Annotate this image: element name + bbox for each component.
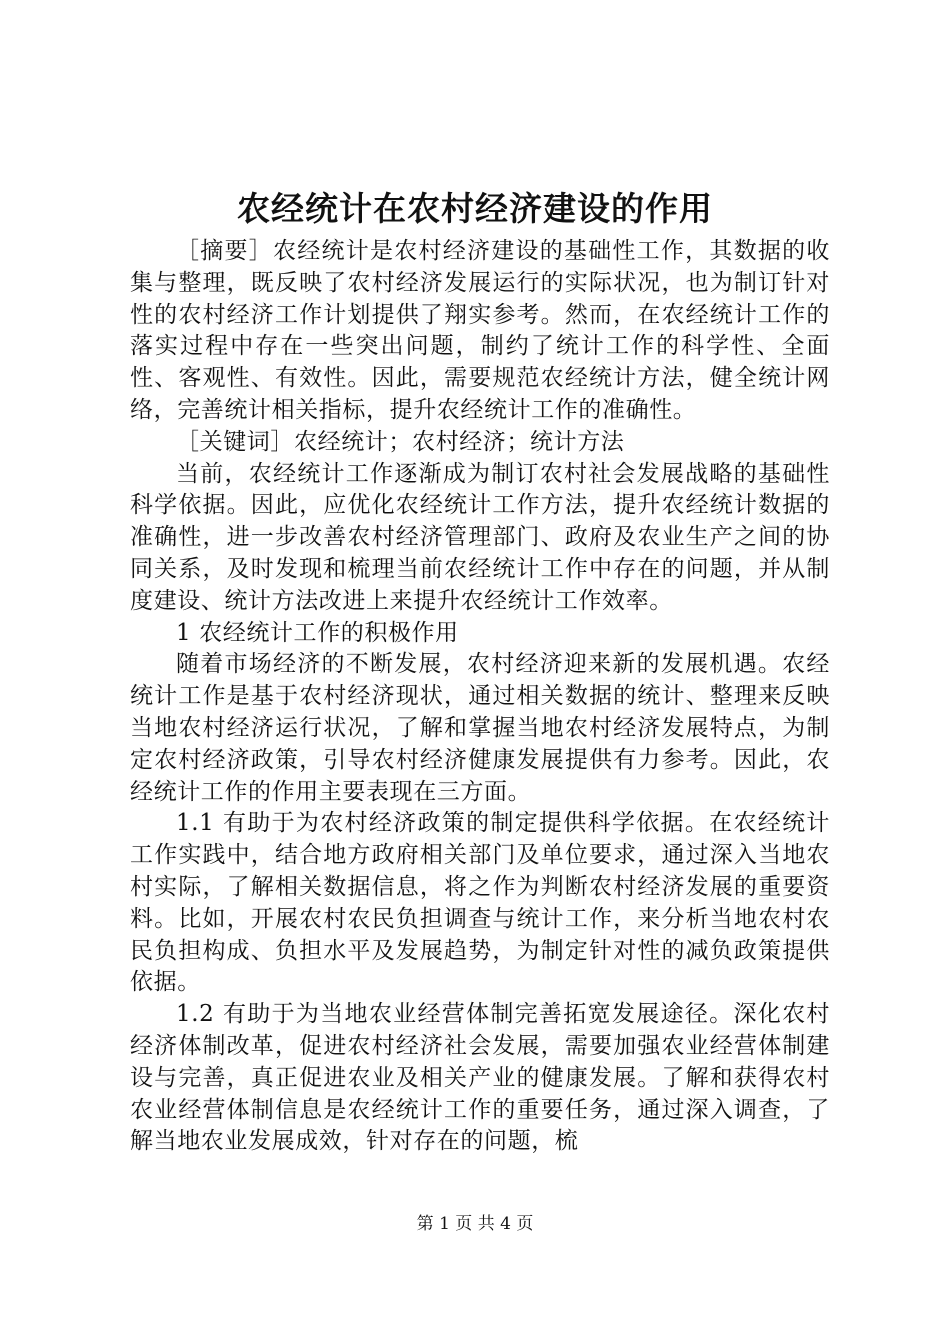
keywords-paragraph: ［关键词］农经统计；农村经济；统计方法 — [176, 428, 625, 455]
document-body — [130, 236, 830, 1158]
subsection-paragraph-1-1: 1.1 有助于为农村经济政策的制定提供科学依据。在农经统计工作实践中，结合地方政府相关部门及单位要求，通过深入当地农村实际，了解相关数据信息，将之作为判断农村经济发展的重要资料。比如，开展农村农民负担调查与统计工作，来分析当地农村农民负担构成、负担水平及发展趋势，为制定针对性的减负政策提供依据。 — [130, 810, 830, 996]
intro-paragraph: 当前，农经统计工作逐渐成为制订农村社会发展战略的基础性科学依据。因此，应优化农经统计工作方法，提升农经统计数据的准确性，进一步改善农村经济管理部门、政府及农业生产之间的协同关系，及时发现和梳理当前农经统计工作中存在的问题，并从制度建设、统计方法改进上来提升农经统计工作效率。 — [130, 460, 830, 614]
section-heading: 1 农经统计工作的积极作用 — [176, 619, 459, 646]
abstract-paragraph: ［摘要］农经统计是农村经济建设的基础性工作，其数据的收集与整理，既反映了农村经济发展运行的实际状况，也为制订针对性的农村经济工作计划提供了翔实参考。然而，在农经统计工作的落实过程中存在一些突出问题，制约了统计工作的科学性、全面性、客观性、有效性。因此，需要规范农经统计方法，健全统计网络，完善统计相关指标，提升农经统计工作的准确性。 — [130, 238, 830, 423]
subsection-paragraph-1-2: 1.2 有助于为当地农业经营体制完善拓宽发展途径。深化农村经济体制改革，促进农村经济社会发展，需要加强农业经营体制建设与完善，真正促进农业及相关产业的健康发展。了解和获得农村农业经营体制信息是农经统计工作的重要任务，通过深入调查，了解当地农业发展成效，针对存在的问题，梳 — [130, 1001, 830, 1155]
document-title: 农经统计在农村经济建设的作用 — [237, 189, 713, 228]
page-number: 第 1 页 共 4 页 — [416, 1214, 534, 1234]
section-paragraph: 随着市场经济的不断发展，农村经济迎来新的发展机遇。农经统计工作是基于农村经济现状，通过相关数据的统计、整理来反映当地农村经济运行状况，了解和掌握当地农村经济发展特点，为制定农村经济政策，引导农村经济健康发展提供有力参考。因此，农经统计工作的作用主要表现在三方面。 — [130, 651, 830, 805]
